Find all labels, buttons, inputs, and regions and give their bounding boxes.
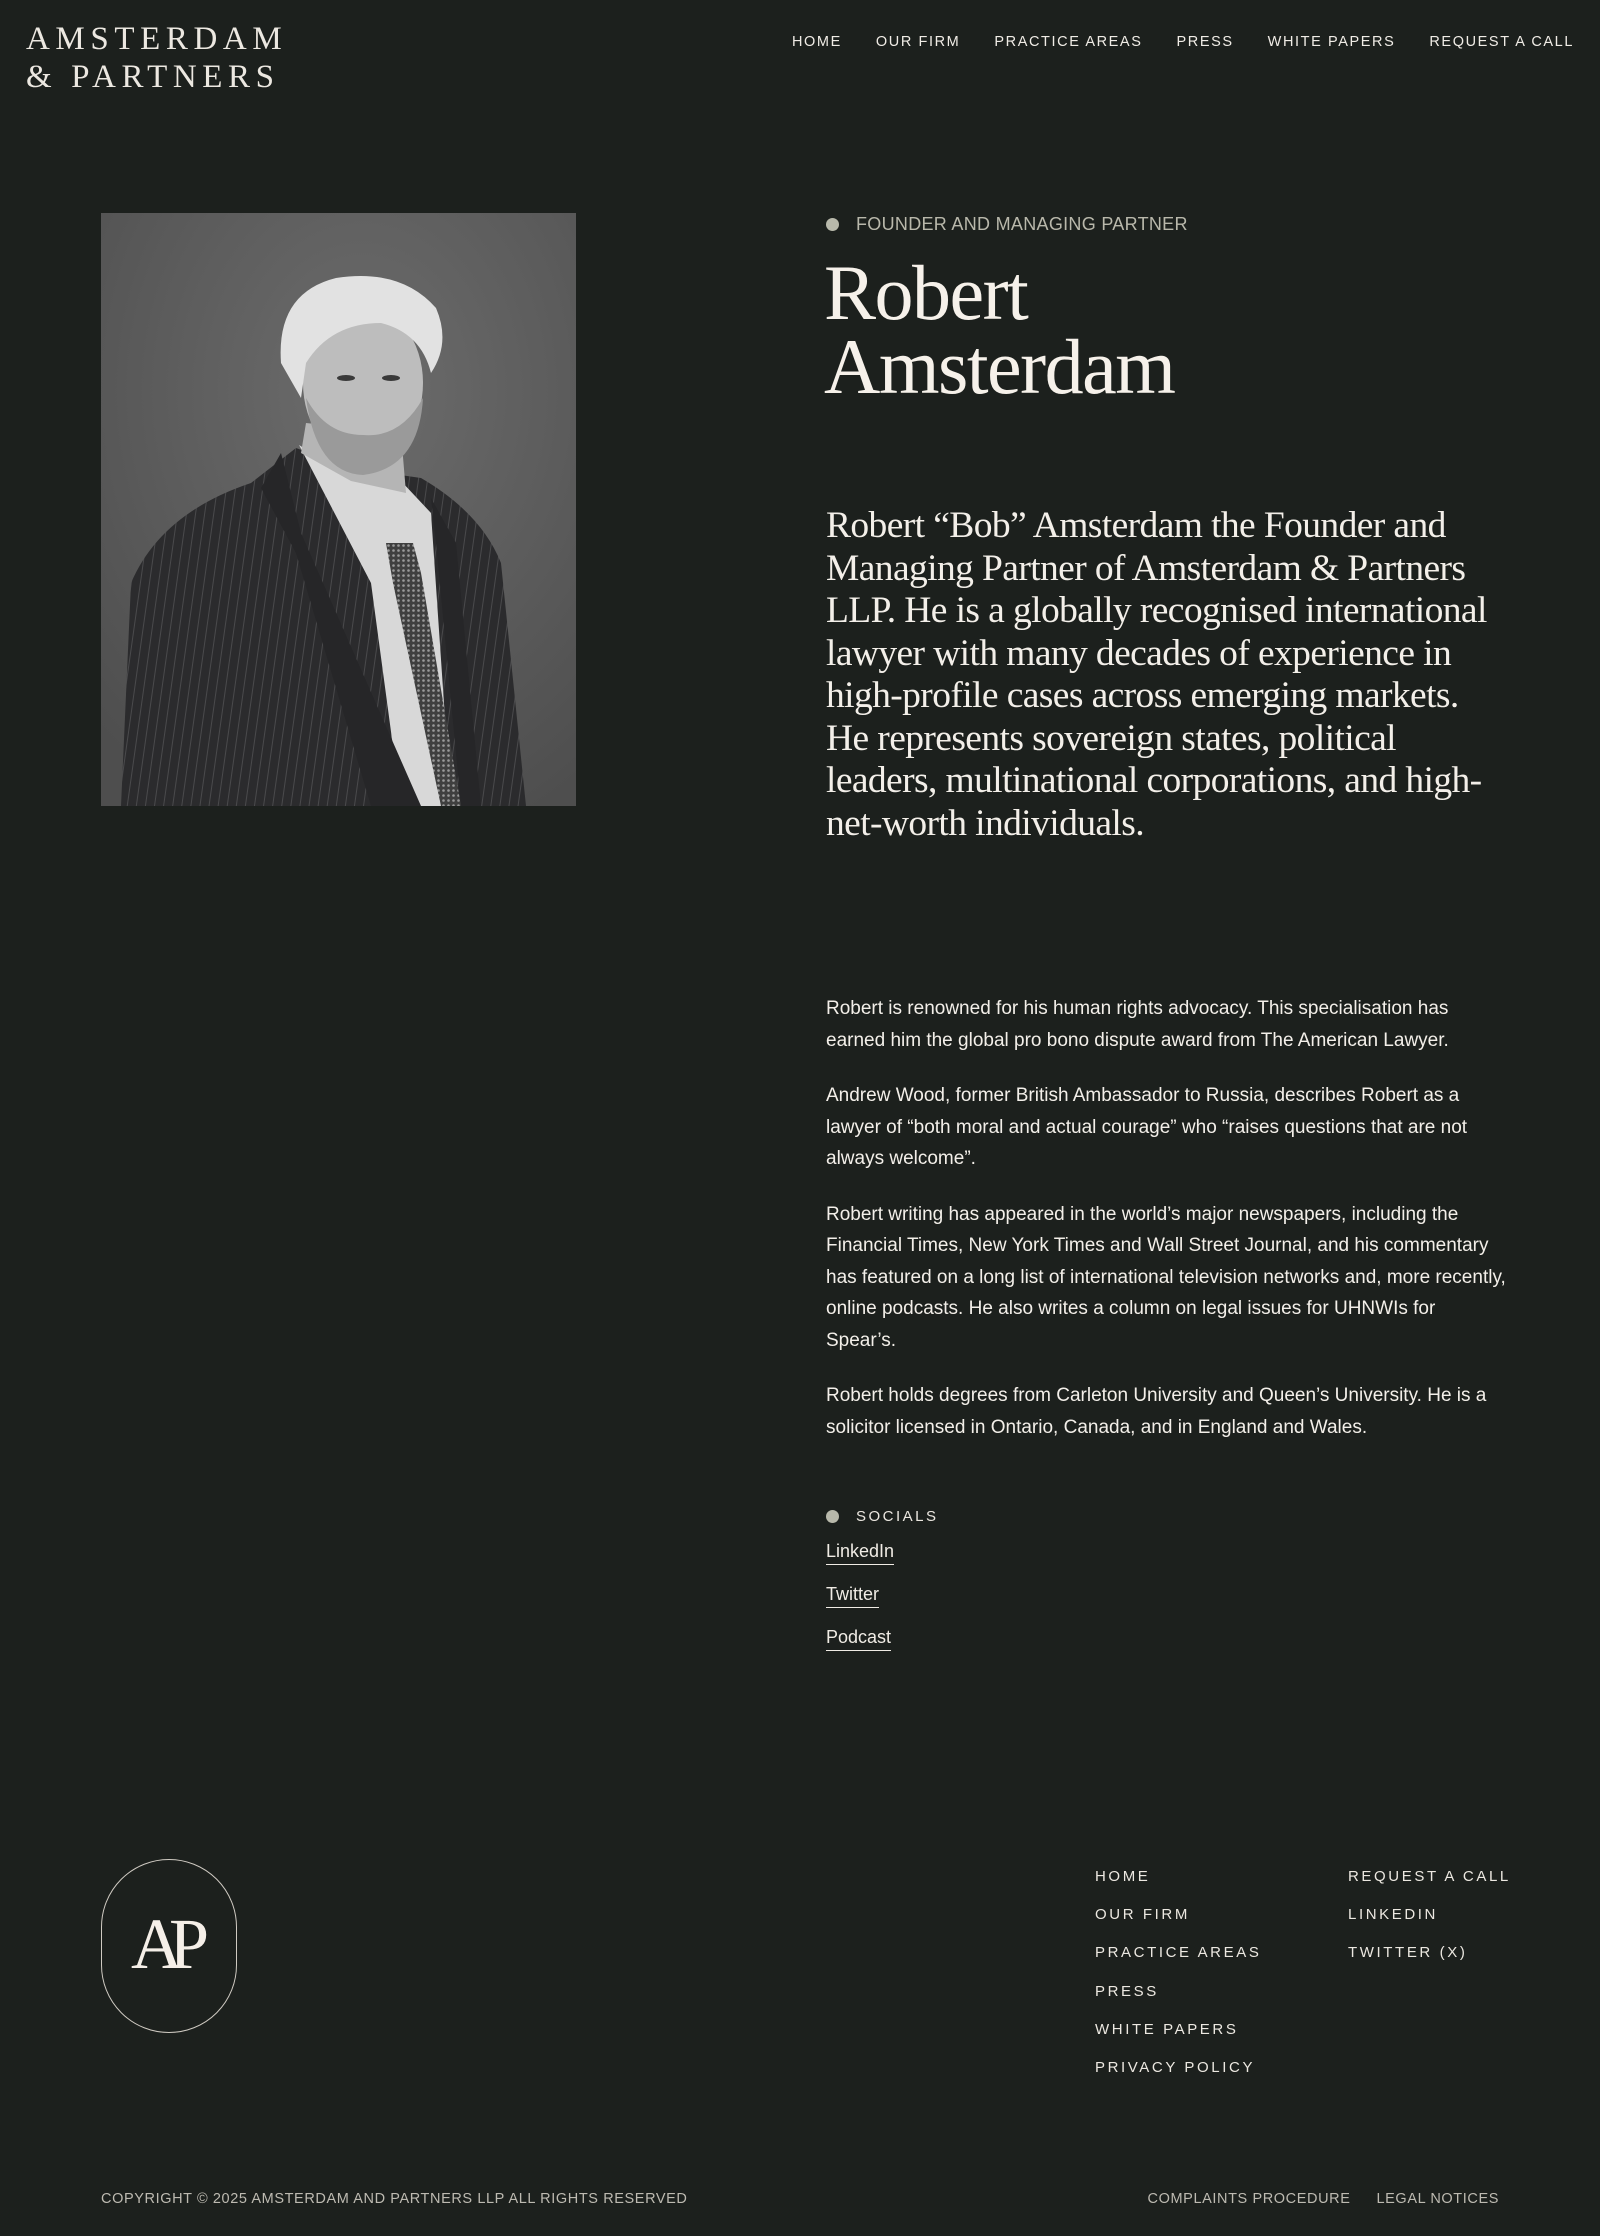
nav-practice-areas[interactable]: PRACTICE AREAS — [994, 34, 1143, 50]
footer-link-privacy-policy[interactable]: PRIVACY POLICY — [1095, 2058, 1256, 2076]
bio-paragraph: Andrew Wood, former British Ambassador to Russia, describes Robert as a lawyer of “both moral and actual courage” who “raises questions that are not always welcome”. — [826, 1085, 1468, 1169]
nav-white-papers[interactable]: WHITE PAPERS — [1267, 34, 1396, 50]
complaints-procedure-link[interactable]: COMPLAINTS PROCEDURE — [1147, 2191, 1351, 2207]
role-text: FOUNDER AND MANAGING PARTNER — [856, 214, 1188, 234]
lead-paragraph: Robert “Bob” Amsterdam the Founder and Managing Partner of Amsterdam & Partners LLP. He is a globally recognised international lawyer with many decades of experience in high-profile cases across emerging markets. He represents sovereign states, political leaders, multinational corporations, and high-net-worth individuals. — [826, 505, 1487, 844]
nav-our-firm[interactable]: OUR FIRM — [875, 34, 961, 50]
last-name: Amsterdam — [824, 323, 1175, 410]
nav-request-a-call[interactable]: REQUEST A CALL — [1429, 34, 1574, 50]
portrait-photo — [101, 213, 576, 806]
footer-link-linkedin[interactable]: LINKEDIN — [1348, 1906, 1438, 1924]
footer-link-practice-areas[interactable]: PRACTICE AREAS — [1095, 1944, 1262, 1962]
bio-paragraph: Robert is renowned for his human rights advocacy. This specialisation has earned him the global pro bono dispute award from The American Lawyer. — [826, 998, 1449, 1051]
socials-heading-text: SOCIALS — [856, 1508, 939, 1525]
first-name: Robert — [824, 249, 1028, 336]
footer-monogram-logo[interactable] — [101, 1859, 237, 2033]
role-label — [826, 214, 1188, 235]
socials-list — [826, 1541, 939, 1657]
footer-link-request-a-call[interactable]: REQUEST A CALL — [1348, 1868, 1511, 1885]
nav-press[interactable]: PRESS — [1176, 34, 1234, 50]
social-link-podcast[interactable]: Podcast — [826, 1627, 891, 1651]
legal-links — [1148, 2191, 1499, 2207]
portrait-illustration — [101, 213, 576, 806]
logo-line-1: AMSTERDAM — [26, 21, 288, 57]
social-link-twitter[interactable]: Twitter — [826, 1584, 879, 1608]
nav-home[interactable]: HOME — [791, 34, 842, 50]
legal-notices-link[interactable]: LEGAL NOTICES — [1376, 2191, 1499, 2207]
profile-name — [824, 249, 1175, 410]
site-header — [0, 0, 1600, 110]
footer-nav-secondary — [1348, 1868, 1511, 1983]
bullet-dot-icon — [826, 1510, 839, 1523]
footer-link-twitter-x[interactable]: TWITTER (X) — [1348, 1944, 1468, 1962]
socials-heading — [826, 1508, 939, 1525]
footer-link-press[interactable]: PRESS — [1095, 1982, 1159, 2000]
bio-paragraph: Robert holds degrees from Carleton University and Queen’s University. He is a solicitor licensed in Ontario, Canada, and in England and Wales. — [826, 1385, 1487, 1438]
footer-link-our-firm[interactable]: OUR FIRM — [1095, 1906, 1190, 1924]
copyright-text: COPYRIGHT © 2025 AMSTERDAM AND PARTNERS LLP ALL RIGHTS RESERVED — [101, 2191, 688, 2207]
footer-link-home[interactable]: HOME — [1095, 1868, 1151, 1885]
bullet-dot-icon — [826, 218, 839, 231]
footer-nav-primary — [1095, 1868, 1261, 2097]
footer-link-white-papers[interactable]: WHITE PAPERS — [1095, 2020, 1239, 2038]
logo-line-2: & PARTNERS — [26, 59, 280, 95]
socials-section — [826, 1508, 939, 1670]
social-link-linkedin[interactable]: LinkedIn — [826, 1541, 894, 1565]
bio-body — [826, 993, 1506, 1467]
bio-paragraph: Robert writing has appeared in the world’s major newspapers, including the Financial Times, New York Times and Wall Street Journal, and his commentary has featured on a long list of international television networks and, more recently, online podcasts. He also writes a column on legal issues for UHNWIs for Spear’s. — [826, 1203, 1506, 1351]
site-logo[interactable] — [26, 20, 287, 96]
monogram-text: AP — [130, 1904, 196, 1984]
main-nav — [758, 34, 1574, 50]
